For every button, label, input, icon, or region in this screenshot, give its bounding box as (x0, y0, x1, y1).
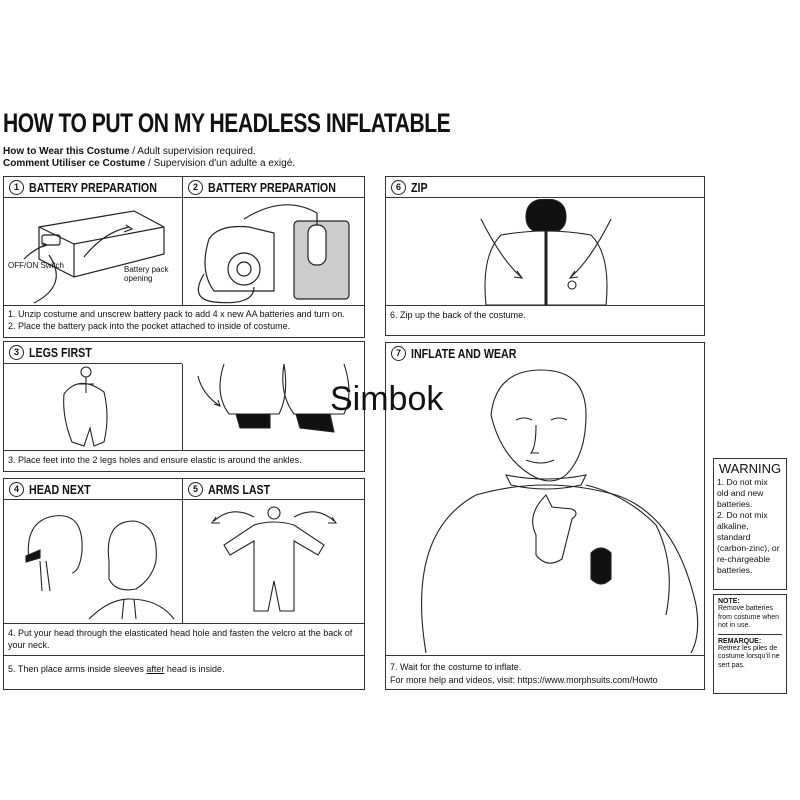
note-heading-fr: REMARQUE: (718, 637, 762, 645)
note-box (713, 594, 787, 694)
step-7-header (386, 343, 704, 364)
step-7-help-link[interactable]: For more help and videos, visit: https://www.morphsuits.com/Howto (390, 675, 658, 685)
step-1-caption: 1. Unzip costume and unscrew battery pack to add 4 x new AA batteries and turn on. (8, 309, 345, 319)
step-2-header (183, 177, 364, 198)
zip-back-illustration (386, 199, 704, 305)
panel-battery-preparation (3, 176, 365, 338)
panel-legs-first (3, 341, 365, 472)
step-7-number: 7 (391, 346, 406, 361)
step-6-title: ZIP (411, 180, 428, 195)
arms-illustration (184, 501, 364, 623)
step-1-header (4, 177, 182, 198)
step-1-title: BATTERY PREPARATION (29, 180, 157, 195)
off-on-switch-callout: OFF/ON Switch (8, 261, 65, 270)
step-5-number: 5 (188, 482, 203, 497)
step-2-title: BATTERY PREPARATION (208, 180, 336, 195)
step-4-number: 4 (9, 482, 24, 497)
step-4-caption: 4. Put your head through the elasticated head hole and fasten the velcro at the back of your neck. (8, 628, 353, 650)
step-2-number: 2 (188, 180, 203, 195)
warning-title: WARNING (718, 461, 782, 476)
step-5-title: ARMS LAST (208, 482, 271, 497)
note-text-en: Remove batteries from costume when not in use. (718, 605, 780, 629)
step-6-number: 6 (391, 180, 406, 195)
step-4-title: HEAD NEXT (29, 482, 91, 497)
subtitle-english: How to Wear this Costume / Adult supervision required. (3, 146, 256, 157)
panel-zip (385, 176, 705, 336)
battery-pack-opening-callout: Battery pack opening (124, 265, 169, 283)
step-5-header (183, 479, 364, 500)
step-3-title: LEGS FIRST (29, 345, 92, 360)
subtitle-french: Comment Utiliser ce Costume / Supervision d'un adulte a exigé. (3, 158, 296, 169)
note-heading-en: NOTE: (718, 598, 740, 605)
warning-body: 1. Do not mix old and new batteries. 2. Do not mix alkaline, standard (carbon-zinc), or re-chargeable batteries. (717, 477, 780, 575)
step-3-header (4, 342, 364, 363)
step-6-caption: 6. Zip up the back of the costume. (390, 310, 526, 320)
watermark: Simbok (330, 380, 444, 418)
warning-box (713, 458, 787, 590)
step-7-title: INFLATE AND WEAR (411, 346, 517, 361)
step-6-header (386, 177, 704, 198)
step-3-caption: 3. Place feet into the 2 legs holes and ensure elastic is around the ankles. (8, 455, 302, 465)
pocket-illustration (184, 199, 364, 305)
legs-person-illustration (4, 364, 182, 450)
panel-head-arms (3, 478, 365, 690)
step-3-number: 3 (9, 345, 24, 360)
battery-pack-illustration (4, 199, 182, 305)
step-7-caption: 7. Wait for the costume to inflate. (390, 662, 522, 672)
page-title: HOW TO PUT ON MY HEADLESS INFLATABLE (3, 108, 451, 138)
step-2-caption: 2. Place the battery pack into the pocket attached to inside of costume. (8, 321, 291, 331)
step-1-number: 1 (9, 180, 24, 195)
note-text-fr: Retirez les piles de costume lorsqu'il ne sert pas. (718, 644, 780, 669)
head-hole-illustration (4, 501, 182, 623)
step-5-caption: 5. Then place arms inside sleeves after head is inside. (8, 664, 225, 674)
step-4-header (4, 479, 182, 500)
